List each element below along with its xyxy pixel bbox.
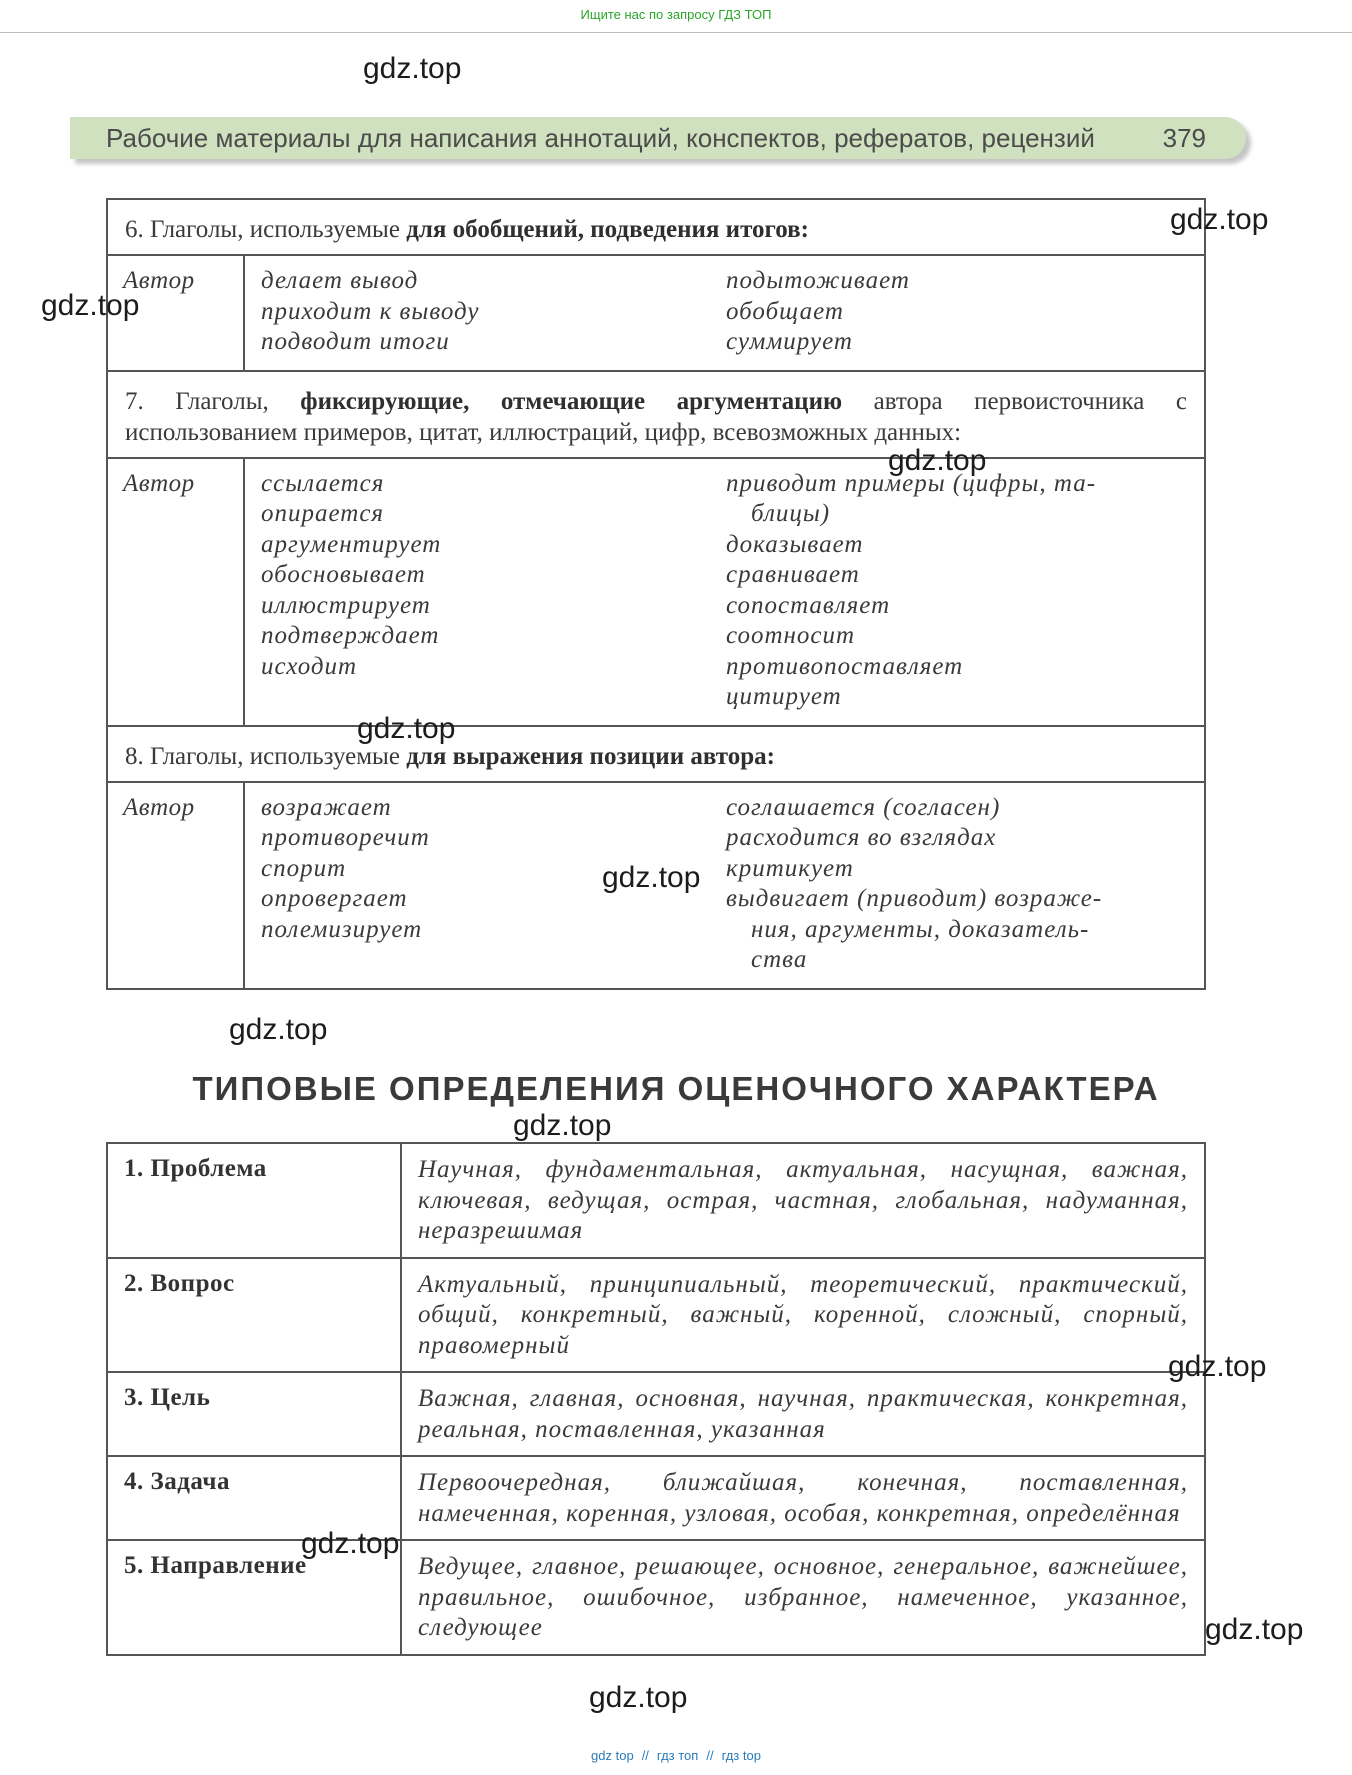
verb-item: полемизирует — [261, 915, 423, 943]
verb-item: иллюстрирует — [261, 591, 431, 619]
definition-term: 2. Вопрос — [107, 1258, 401, 1373]
footer-link[interactable]: гдз top — [721, 1748, 761, 1763]
verb-item: приходит к выводу — [261, 297, 480, 325]
verb-item: соглашается (согласен) — [726, 793, 1001, 821]
verb-item: выдвигает (приводит) возраже- — [726, 885, 1103, 912]
definition-text: Ведущее, главное, решающее, основное, генеральное, важнейшее, правильное, ошибочное, избранное, намеченное, указанное, следующее — [401, 1540, 1205, 1655]
chapter-title: Рабочие материалы для написания аннотаций, конспектов, рефератов, рецензий — [106, 123, 1095, 153]
verb-item: аргументирует — [261, 530, 442, 558]
definition-row — [107, 1540, 1205, 1655]
watermark: gdz.top — [1168, 1350, 1267, 1383]
watermark: gdz.top — [363, 52, 462, 85]
watermark: gdz.top — [513, 1109, 612, 1142]
verbs-column-right — [726, 256, 1204, 370]
definition-row — [107, 1456, 1205, 1540]
definition-term: 4. Задача — [107, 1456, 401, 1540]
section-7-heading: 7. Глаголы, фиксирующие, отмечающие аргументацию автора первоисточника с использованием примеров, цитат, иллюстраций, цифр, всевозможных данных: — [107, 371, 1205, 458]
top-banner — [0, 0, 1352, 33]
verb-item: опирается — [261, 500, 385, 527]
verb-item: ссылается — [261, 469, 385, 497]
watermark: gdz.top — [301, 1527, 400, 1560]
watermark: gdz.top — [1170, 203, 1269, 236]
definition-text: Первоочередная, ближайшая, конечная, поставленная, намеченная, коренная, узловая, особая, конкретная, определённая — [401, 1456, 1205, 1540]
definition-text: Научная, фундаментальная, актуальная, насущная, важная, ключевая, ведущая, острая, частная, глобальная, надуманная, неразрешимая — [401, 1143, 1205, 1258]
verb-item: подтверждает — [261, 622, 440, 649]
footer-link[interactable]: gdz top — [591, 1748, 634, 1763]
verb-item: блицы) — [751, 500, 831, 527]
verb-item: противопоставляет — [726, 652, 964, 680]
watermark: gdz.top — [888, 444, 987, 477]
chapter-header — [70, 117, 1246, 159]
search-hint-link[interactable]: Ищите нас по запросу ГДЗ ТОП — [580, 7, 772, 22]
definition-text: Важная, главная, основная, научная, практическая, конкретная, реальная, поставленная, указанная — [401, 1372, 1205, 1456]
verb-item: обосновывает — [261, 561, 426, 588]
definition-term: 5. Направление — [107, 1540, 401, 1655]
watermark: gdz.top — [357, 712, 456, 745]
verbs-column-right — [726, 783, 1204, 988]
definition-text: Актуальный, принципиальный, теоретический, практический, общий, конкретный, важный, коренной, сложный, спорный, правомерный — [401, 1258, 1205, 1373]
section-7-body — [107, 458, 1205, 726]
footer-separator: // — [641, 1748, 649, 1763]
verb-item: суммирует — [726, 328, 853, 355]
section-8-heading: 8. Глаголы, используемые для выражения позиции автора: — [107, 726, 1205, 782]
verb-item: расходится во взглядах — [726, 824, 997, 851]
footer-link[interactable]: гдз топ — [656, 1748, 699, 1763]
definition-row — [107, 1372, 1205, 1456]
footer-separator: // — [706, 1748, 714, 1763]
verb-item: подытоживает — [726, 267, 910, 294]
verb-item: соотносит — [726, 622, 856, 649]
watermark: gdz.top — [1205, 1613, 1304, 1646]
verbs-column-left — [245, 459, 726, 725]
section-6-heading: 6. Глаголы, используемые для обобщений, подведения итогов: — [107, 199, 1205, 255]
verb-item: доказывает — [726, 530, 864, 558]
verb-item: приводит примеры (цифры, та- — [726, 469, 1097, 497]
verbs-column-right — [726, 459, 1204, 725]
verb-item: делает вывод — [261, 267, 419, 294]
definition-row — [107, 1258, 1205, 1373]
watermark: gdz.top — [229, 1013, 328, 1046]
verb-item: возражает — [261, 793, 392, 821]
verb-item: сопоставляет — [726, 591, 891, 619]
definitions-table — [106, 1142, 1206, 1656]
watermark: gdz.top — [41, 289, 140, 322]
definition-row — [107, 1143, 1205, 1258]
subject-label: Автор — [108, 256, 245, 370]
watermark: gdz.top — [602, 861, 701, 894]
verb-item: противоречит — [261, 824, 430, 851]
definition-term: 3. Цель — [107, 1372, 401, 1456]
verb-item: обобщает — [726, 297, 844, 325]
section-6-body — [107, 255, 1205, 371]
verb-item: исходит — [261, 652, 358, 680]
subject-label: Автор — [108, 459, 245, 725]
verb-item: сравнивает — [726, 561, 860, 588]
verb-item: ния, аргументы, доказатель- — [751, 915, 1090, 943]
watermark: gdz.top — [589, 1681, 688, 1714]
verb-item: ства — [751, 946, 808, 973]
verb-item: опровергает — [261, 885, 408, 912]
verb-item: цитирует — [726, 683, 842, 710]
definitions-title: ТИПОВЫЕ ОПРЕДЕЛЕНИЯ ОЦЕНОЧНОГО ХАРАКТЕРА — [192, 1070, 1160, 1107]
definition-term: 1. Проблема — [107, 1143, 401, 1258]
verb-item: спорит — [261, 854, 347, 882]
verbs-column-left — [245, 256, 726, 370]
page-number: 379 — [1162, 123, 1206, 153]
verb-item: критикует — [726, 854, 854, 882]
verb-item: подводит итоги — [261, 328, 450, 355]
footer-links — [0, 1748, 1352, 1763]
subject-label: Автор — [108, 783, 245, 988]
